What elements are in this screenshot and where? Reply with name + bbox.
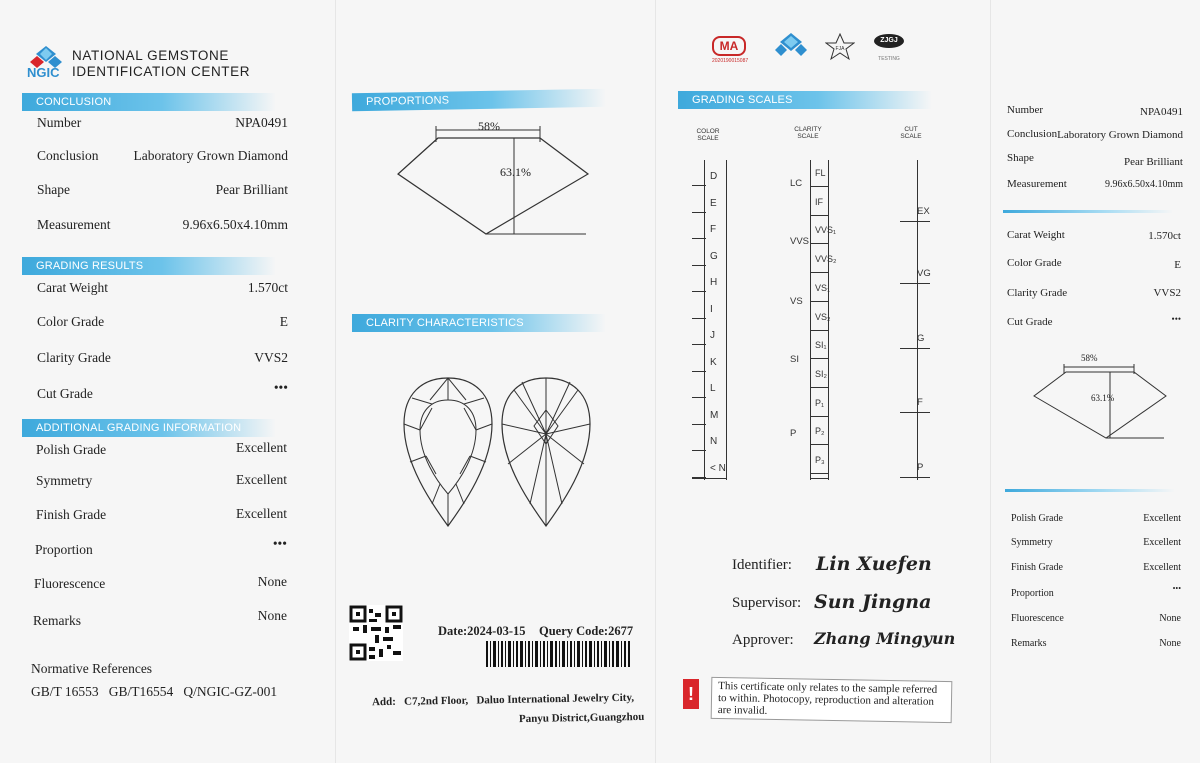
notice-line: to within. Photocopy, reproduction and alteration <box>717 692 934 708</box>
cut-grade-tick <box>900 221 930 222</box>
cut-grade-label: G <box>917 333 925 344</box>
field-label: Measurement <box>37 217 111 232</box>
clarity-grade-tick <box>810 444 828 445</box>
summary-value: VVS2 <box>1153 287 1181 299</box>
clarity-plot-crown <box>402 374 494 530</box>
field-value: 9.96x6.50x4.10mm <box>182 217 288 232</box>
summary-label: Symmetry <box>1011 537 1053 548</box>
clarity-grade-tick <box>810 243 828 244</box>
qr-code[interactable] <box>349 605 403 661</box>
identifier-signature: Lin Xuefen <box>816 553 932 575</box>
cut-grade-tick <box>900 412 930 413</box>
color-grade-tick <box>692 265 706 266</box>
field-value: Excellent <box>236 440 287 455</box>
table-percentage: 58% <box>478 119 500 133</box>
summary-divider <box>1005 489 1175 492</box>
field-label: Finish Grade <box>36 507 107 522</box>
cma-logo <box>712 36 748 64</box>
depth-percentage: 63.1% <box>500 165 531 179</box>
clarity-grade-tick <box>810 358 828 359</box>
org-name-line2: IDENTIFICATION CENTER <box>72 64 251 79</box>
field-label: Symmetry <box>36 473 93 488</box>
summary-label: Proportion <box>1011 588 1054 599</box>
field-value: ••• <box>273 380 288 395</box>
address-line2: Panyu District,Guangzhou <box>518 710 645 726</box>
clarity-grade-tick <box>810 215 828 216</box>
summary-label: Finish Grade <box>1011 562 1063 573</box>
clarity-group-label: VVS <box>790 236 810 247</box>
summary-value: Pear Brilliant <box>1124 156 1183 168</box>
summary-value: 1.570ct <box>1148 230 1181 242</box>
summary-label: Clarity Grade <box>1007 287 1068 299</box>
color-grade-label: N <box>710 436 718 447</box>
ilac-text: FJA <box>835 46 845 52</box>
clarity-group-label: LC <box>790 178 803 189</box>
caption-line: CLARITY <box>794 126 822 133</box>
clarity-grade-tick <box>810 473 828 474</box>
field-value: Excellent <box>236 472 287 487</box>
cut-grade-tick <box>900 477 930 478</box>
clarity-grade-tick <box>810 330 828 331</box>
conclusion-header: CONCLUSION <box>22 93 276 111</box>
caption-line: SCALE <box>697 135 719 142</box>
summary-label: Measurement <box>1007 178 1067 190</box>
color-grade-tick <box>692 238 706 239</box>
ngic-logo-text: NGIC <box>27 65 60 80</box>
clarity-plot-pavilion <box>500 374 592 530</box>
field-label: Polish Grade <box>36 442 107 457</box>
color-grade-label: < N <box>710 462 726 474</box>
caption-line: COLOR <box>696 128 720 135</box>
clarity-grade-label: P₂ <box>815 426 825 437</box>
color-scale-axis-right <box>726 160 727 480</box>
cma-logo-text: MA <box>712 36 746 56</box>
summary-label: Polish Grade <box>1011 513 1063 524</box>
field-label: Carat Weight <box>37 280 109 295</box>
summary-value: Excellent <box>1143 537 1181 548</box>
color-grade-tick <box>692 212 706 213</box>
clarity-characteristics-header: CLARITY CHARACTERISTICS <box>352 314 606 332</box>
cut-grade-tick <box>900 348 930 349</box>
color-scale-bottom <box>692 478 726 479</box>
clarity-scale-bottom <box>810 478 828 479</box>
proportion-diagram <box>390 118 590 240</box>
clarity-grade-label: VVS₁ <box>815 225 837 236</box>
summary-label: Fluorescence <box>1011 613 1064 624</box>
clarity-grade-label: VVS₂ <box>815 254 837 265</box>
summary-table-percentage: 58% <box>1081 353 1098 363</box>
color-grade-label: G <box>710 250 718 262</box>
color-grade-label: M <box>710 409 719 421</box>
field-label: Remarks <box>33 613 81 628</box>
ngic-diamond-icon <box>774 32 808 58</box>
clarity-grade-label: IF <box>815 196 823 207</box>
normative-references: GB/T 16553 GB/T16554 Q/NGIC-GZ-001 <box>31 684 278 699</box>
field-value: 1.570ct <box>247 280 288 295</box>
summary-depth-percentage: 63.1% <box>1091 393 1115 403</box>
panel-divider <box>335 0 336 763</box>
color-grade-tick <box>692 344 706 345</box>
clarity-grade-tick <box>810 186 828 187</box>
query-code: Query Code:2677 <box>539 624 634 638</box>
field-value: NPA0491 <box>235 115 288 130</box>
clarity-group-label: P <box>790 428 797 439</box>
field-label: Fluorescence <box>34 576 106 591</box>
color-scale-axis <box>704 160 705 480</box>
field-value: Excellent <box>236 506 287 521</box>
color-grade-label: F <box>710 224 717 235</box>
approver-signature: Zhang Mingyun <box>814 629 956 648</box>
field-value: VVS2 <box>254 350 288 365</box>
color-grade-label: K <box>710 356 717 368</box>
identifier-label: Identifier: <box>732 557 792 573</box>
clarity-scale-axis <box>810 160 811 480</box>
color-grade-label: J <box>710 330 715 341</box>
summary-value: E <box>1174 259 1181 271</box>
color-grade-tick <box>692 424 706 425</box>
cut-grade-tick <box>900 283 930 284</box>
summary-label: Conclusion <box>1007 128 1058 140</box>
grading-scales-header: GRADING SCALES <box>678 91 932 109</box>
caption-line: SCALE <box>900 133 922 140</box>
field-label: Conclusion <box>37 148 99 163</box>
summary-value: ••• <box>1172 584 1181 593</box>
field-label: Cut Grade <box>37 386 93 401</box>
field-value: Laboratory Grown Diamond <box>133 148 288 163</box>
additional-info-header: ADDITIONAL GRADING INFORMATION <box>22 419 276 437</box>
validity-notice <box>711 677 953 723</box>
summary-label: Shape <box>1007 152 1034 164</box>
color-scale-caption <box>690 128 726 142</box>
field-value: None <box>257 574 287 589</box>
field-label: Shape <box>37 182 70 197</box>
address-line1: Add: C7,2nd Floor, Daluo International Jewelry City, <box>371 691 635 709</box>
proportions-header: PROPORTIONS <box>352 89 606 111</box>
supervisor-signature: Sun Jingna <box>814 591 932 613</box>
clarity-group-label: SI <box>790 354 799 365</box>
clarity-grade-label: SI₁ <box>815 340 827 351</box>
org-name-line1: NATIONAL GEMSTONE <box>72 48 229 63</box>
color-grade-label: D <box>710 171 718 182</box>
field-label: Proportion <box>35 542 93 557</box>
clarity-grade-tick <box>810 301 828 302</box>
testing-text: TESTING <box>878 56 900 62</box>
barcode <box>486 641 630 667</box>
clarity-grade-label: FL <box>815 168 826 178</box>
clarity-grade-tick <box>810 416 828 417</box>
normative-title: Normative References <box>31 661 153 676</box>
field-label: Color Grade <box>37 314 105 329</box>
summary-value: Excellent <box>1143 562 1181 573</box>
clarity-grade-label: P₃ <box>815 455 825 465</box>
cut-grade-label: EX <box>917 206 930 217</box>
summary-label: Number <box>1007 104 1044 116</box>
clarity-grade-label: VS₂ <box>815 311 831 322</box>
color-grade-label: I <box>710 303 713 315</box>
color-grade-tick <box>692 450 706 451</box>
summary-label: Color Grade <box>1007 257 1062 269</box>
color-grade-label: L <box>710 383 716 394</box>
cut-grade-label: VG <box>917 268 931 279</box>
clarity-grade-label: SI₂ <box>815 368 827 379</box>
field-label: Clarity Grade <box>37 350 111 365</box>
summary-value: NPA0491 <box>1140 106 1183 118</box>
color-grade-tick <box>692 397 706 398</box>
accreditation-star-icon <box>825 33 855 61</box>
summary-value: None <box>1159 613 1181 624</box>
caption-line: SCALE <box>797 133 819 140</box>
clarity-grade-tick <box>810 272 828 273</box>
color-grade-tick <box>692 371 706 372</box>
summary-value: Laboratory Grown Diamond <box>1057 129 1183 141</box>
supervisor-label: Supervisor: <box>732 595 802 611</box>
color-grade-label: H <box>710 277 718 288</box>
zjgj-logo-text: ZJGJ <box>874 34 904 48</box>
grading-results-header: GRADING RESULTS <box>22 257 276 275</box>
summary-value: Excellent <box>1143 513 1181 524</box>
clarity-grade-tick <box>810 387 828 388</box>
field-label: Number <box>37 115 82 130</box>
clarity-grade-label: VS₁ <box>815 282 831 293</box>
field-value: None <box>257 608 287 623</box>
panel-divider <box>655 0 656 763</box>
notice-line: are invalid. <box>717 704 768 717</box>
color-grade-tick <box>692 291 706 292</box>
color-grade-tick <box>692 318 706 319</box>
cut-scale-caption <box>894 126 928 140</box>
field-value: ••• <box>272 536 287 551</box>
warning-icon: ! <box>683 679 699 709</box>
panel-divider <box>990 0 991 763</box>
summary-label: Cut Grade <box>1007 316 1053 328</box>
summary-divider <box>1003 210 1173 213</box>
zjgj-logo <box>874 34 904 62</box>
notice-line: This certificate only relates to the sample referred <box>718 680 938 696</box>
summary-value: ••• <box>1171 314 1181 324</box>
color-grade-tick <box>692 185 706 186</box>
color-grade-tick <box>692 477 706 478</box>
field-value: E <box>279 314 288 329</box>
field-value: Pear Brilliant <box>215 182 288 197</box>
issue-date: Date:2024-03-15 <box>438 624 526 638</box>
clarity-scale-caption <box>788 126 828 140</box>
clarity-grade-label: P₁ <box>815 397 825 408</box>
clarity-group-label: VS <box>790 296 803 307</box>
cut-grade-label: F <box>917 397 923 408</box>
summary-label: Carat Weight <box>1007 229 1065 241</box>
summary-value: 9.96x6.50x4.10mm <box>1104 179 1183 190</box>
summary-label: Remarks <box>1011 638 1047 649</box>
caption-line: CUT <box>904 126 918 133</box>
cma-number: 2020190015087 <box>712 58 749 64</box>
summary-value: None <box>1159 638 1181 649</box>
cut-grade-label: P <box>917 462 924 473</box>
approver-label: Approver: <box>732 632 794 648</box>
color-grade-label: E <box>710 197 717 209</box>
